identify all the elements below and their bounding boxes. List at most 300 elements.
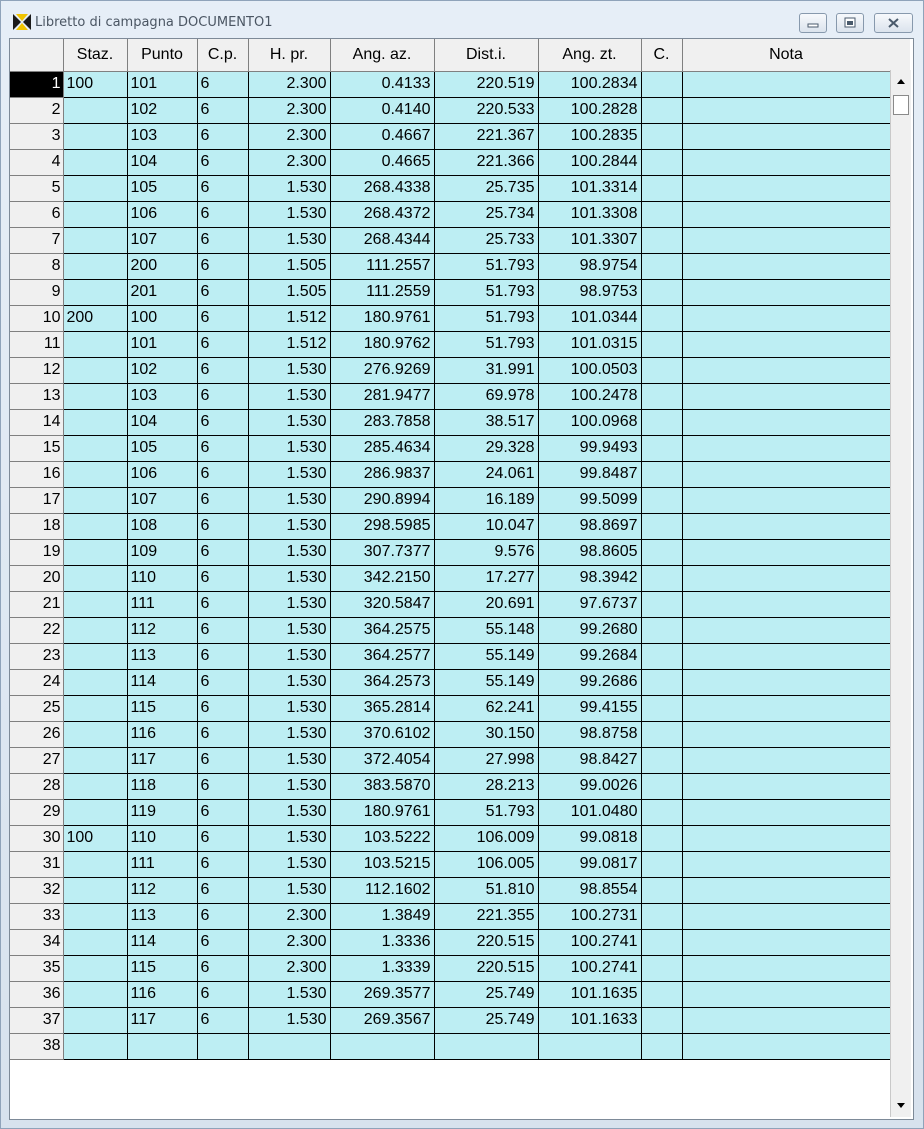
- table-row[interactable]: [10, 513, 890, 539]
- cell-ang-zt[interactable]: 101.0315: [538, 331, 641, 357]
- row-header[interactable]: 9: [10, 279, 63, 305]
- cell-cp[interactable]: 6: [197, 981, 248, 1007]
- table-row[interactable]: [10, 929, 890, 955]
- table-row[interactable]: [10, 877, 890, 903]
- row-header[interactable]: 31: [10, 851, 63, 877]
- cell-dist[interactable]: 220.533: [434, 97, 538, 123]
- cell-ang-zt[interactable]: 100.2731: [538, 903, 641, 929]
- table-row[interactable]: [10, 409, 890, 435]
- cell-nota[interactable]: [682, 253, 890, 279]
- cell-cp[interactable]: 6: [197, 617, 248, 643]
- cell-staz[interactable]: [63, 929, 127, 955]
- row-header[interactable]: 1: [10, 71, 63, 97]
- cell-ang-az[interactable]: 112.1602: [330, 877, 434, 903]
- cell-punto[interactable]: 200: [127, 253, 197, 279]
- cell-punto[interactable]: 113: [127, 903, 197, 929]
- table-row[interactable]: [10, 149, 890, 175]
- cell-h-pr[interactable]: 1.530: [248, 877, 330, 903]
- cell-dist[interactable]: 55.148: [434, 617, 538, 643]
- cell-cp[interactable]: 6: [197, 929, 248, 955]
- cell-c[interactable]: [641, 71, 682, 97]
- cell-c[interactable]: [641, 643, 682, 669]
- cell-ang-az[interactable]: 364.2577: [330, 643, 434, 669]
- cell-ang-zt[interactable]: 98.8554: [538, 877, 641, 903]
- cell-h-pr[interactable]: 1.530: [248, 773, 330, 799]
- cell-ang-az[interactable]: 364.2575: [330, 617, 434, 643]
- cell-c[interactable]: [641, 279, 682, 305]
- cell-h-pr[interactable]: [248, 1033, 330, 1059]
- cell-nota[interactable]: [682, 461, 890, 487]
- cell-c[interactable]: [641, 305, 682, 331]
- cell-cp[interactable]: 6: [197, 175, 248, 201]
- cell-dist[interactable]: 27.998: [434, 747, 538, 773]
- cell-c[interactable]: [641, 253, 682, 279]
- cell-cp[interactable]: 6: [197, 695, 248, 721]
- table-row[interactable]: [10, 903, 890, 929]
- row-header[interactable]: 16: [10, 461, 63, 487]
- cell-cp[interactable]: 6: [197, 513, 248, 539]
- column-header-staz[interactable]: Staz.: [63, 39, 127, 71]
- cell-cp[interactable]: 6: [197, 773, 248, 799]
- cell-nota[interactable]: [682, 227, 890, 253]
- cell-c[interactable]: [641, 721, 682, 747]
- cell-dist[interactable]: 25.733: [434, 227, 538, 253]
- table-row[interactable]: [10, 97, 890, 123]
- table-row[interactable]: [10, 357, 890, 383]
- cell-punto[interactable]: 106: [127, 201, 197, 227]
- cell-cp[interactable]: 6: [197, 201, 248, 227]
- cell-punto[interactable]: 116: [127, 721, 197, 747]
- cell-dist[interactable]: 25.749: [434, 981, 538, 1007]
- table-row[interactable]: [10, 825, 890, 851]
- cell-nota[interactable]: [682, 513, 890, 539]
- cell-staz[interactable]: [63, 617, 127, 643]
- row-header[interactable]: 26: [10, 721, 63, 747]
- cell-punto[interactable]: 105: [127, 435, 197, 461]
- cell-ang-az[interactable]: 269.3567: [330, 1007, 434, 1033]
- row-header[interactable]: 3: [10, 123, 63, 149]
- row-header[interactable]: 30: [10, 825, 63, 851]
- cell-nota[interactable]: [682, 851, 890, 877]
- cell-staz[interactable]: [63, 981, 127, 1007]
- row-header[interactable]: 19: [10, 539, 63, 565]
- cell-c[interactable]: [641, 669, 682, 695]
- cell-c[interactable]: [641, 929, 682, 955]
- cell-punto[interactable]: 101: [127, 331, 197, 357]
- cell-nota[interactable]: [682, 97, 890, 123]
- cell-c[interactable]: [641, 799, 682, 825]
- cell-staz[interactable]: [63, 123, 127, 149]
- cell-c[interactable]: [641, 747, 682, 773]
- row-header[interactable]: 20: [10, 565, 63, 591]
- cell-c[interactable]: [641, 227, 682, 253]
- cell-nota[interactable]: [682, 929, 890, 955]
- cell-nota[interactable]: [682, 123, 890, 149]
- cell-staz[interactable]: [63, 799, 127, 825]
- cell-punto[interactable]: 111: [127, 591, 197, 617]
- column-header-h-pr[interactable]: H. pr.: [248, 39, 330, 71]
- column-header-nota[interactable]: Nota: [682, 39, 890, 71]
- cell-staz[interactable]: [63, 253, 127, 279]
- row-header[interactable]: 7: [10, 227, 63, 253]
- cell-ang-zt[interactable]: 99.8487: [538, 461, 641, 487]
- cell-punto[interactable]: 116: [127, 981, 197, 1007]
- maximize-button[interactable]: [836, 13, 864, 33]
- cell-punto[interactable]: 117: [127, 747, 197, 773]
- cell-punto[interactable]: 105: [127, 175, 197, 201]
- cell-ang-zt[interactable]: 101.0344: [538, 305, 641, 331]
- row-header[interactable]: 32: [10, 877, 63, 903]
- cell-punto[interactable]: 118: [127, 773, 197, 799]
- cell-dist[interactable]: 25.735: [434, 175, 538, 201]
- vertical-scrollbar[interactable]: [890, 70, 911, 1117]
- cell-punto[interactable]: 104: [127, 409, 197, 435]
- cell-staz[interactable]: [63, 721, 127, 747]
- cell-nota[interactable]: [682, 799, 890, 825]
- cell-ang-zt[interactable]: 98.8758: [538, 721, 641, 747]
- table-row[interactable]: [10, 123, 890, 149]
- table-row[interactable]: [10, 383, 890, 409]
- table-row[interactable]: [10, 253, 890, 279]
- cell-cp[interactable]: 6: [197, 331, 248, 357]
- row-header[interactable]: 12: [10, 357, 63, 383]
- cell-h-pr[interactable]: 1.530: [248, 175, 330, 201]
- cell-h-pr[interactable]: 1.530: [248, 747, 330, 773]
- cell-punto[interactable]: 113: [127, 643, 197, 669]
- cell-cp[interactable]: 6: [197, 877, 248, 903]
- cell-c[interactable]: [641, 903, 682, 929]
- table-row[interactable]: [10, 175, 890, 201]
- cell-nota[interactable]: [682, 695, 890, 721]
- cell-h-pr[interactable]: 1.505: [248, 253, 330, 279]
- cell-punto[interactable]: [127, 1033, 197, 1059]
- cell-ang-zt[interactable]: 100.2741: [538, 955, 641, 981]
- cell-cp[interactable]: 6: [197, 851, 248, 877]
- cell-ang-zt[interactable]: 100.2844: [538, 149, 641, 175]
- cell-ang-zt[interactable]: 99.5099: [538, 487, 641, 513]
- cell-cp[interactable]: 6: [197, 669, 248, 695]
- cell-c[interactable]: [641, 773, 682, 799]
- cell-ang-az[interactable]: 103.5222: [330, 825, 434, 851]
- cell-ang-zt[interactable]: 100.2835: [538, 123, 641, 149]
- cell-punto[interactable]: 102: [127, 357, 197, 383]
- table-row[interactable]: [10, 981, 890, 1007]
- cell-cp[interactable]: 6: [197, 747, 248, 773]
- table-row[interactable]: [10, 695, 890, 721]
- cell-staz[interactable]: [63, 435, 127, 461]
- cell-punto[interactable]: 112: [127, 617, 197, 643]
- cell-ang-zt[interactable]: 100.0503: [538, 357, 641, 383]
- cell-c[interactable]: [641, 565, 682, 591]
- cell-ang-az[interactable]: 364.2573: [330, 669, 434, 695]
- cell-h-pr[interactable]: 1.530: [248, 487, 330, 513]
- cell-nota[interactable]: [682, 1007, 890, 1033]
- cell-h-pr[interactable]: 2.300: [248, 71, 330, 97]
- cell-ang-az[interactable]: 268.4338: [330, 175, 434, 201]
- cell-punto[interactable]: 115: [127, 695, 197, 721]
- cell-punto[interactable]: 201: [127, 279, 197, 305]
- cell-ang-zt[interactable]: 99.2680: [538, 617, 641, 643]
- table-row[interactable]: [10, 955, 890, 981]
- cell-cp[interactable]: 6: [197, 97, 248, 123]
- cell-h-pr[interactable]: 1.530: [248, 799, 330, 825]
- cell-c[interactable]: [641, 955, 682, 981]
- cell-ang-az[interactable]: 269.3577: [330, 981, 434, 1007]
- cell-staz[interactable]: 100: [63, 71, 127, 97]
- cell-cp[interactable]: 6: [197, 383, 248, 409]
- cell-punto[interactable]: 119: [127, 799, 197, 825]
- cell-nota[interactable]: [682, 617, 890, 643]
- column-header-ang-zt[interactable]: Ang. zt.: [538, 39, 641, 71]
- cell-c[interactable]: [641, 383, 682, 409]
- cell-ang-zt[interactable]: 98.9753: [538, 279, 641, 305]
- cell-nota[interactable]: [682, 175, 890, 201]
- cell-ang-az[interactable]: 180.9762: [330, 331, 434, 357]
- row-header[interactable]: 2: [10, 97, 63, 123]
- minimize-button[interactable]: [799, 13, 827, 33]
- corner-cell[interactable]: [10, 39, 63, 71]
- column-header-punto[interactable]: Punto: [127, 39, 197, 71]
- cell-punto[interactable]: 106: [127, 461, 197, 487]
- cell-dist[interactable]: 24.061: [434, 461, 538, 487]
- cell-ang-az[interactable]: 372.4054: [330, 747, 434, 773]
- row-header[interactable]: 27: [10, 747, 63, 773]
- cell-nota[interactable]: [682, 305, 890, 331]
- table-row[interactable]: [10, 747, 890, 773]
- cell-cp[interactable]: 6: [197, 1007, 248, 1033]
- cell-staz[interactable]: [63, 97, 127, 123]
- row-header[interactable]: 24: [10, 669, 63, 695]
- cell-staz[interactable]: 200: [63, 305, 127, 331]
- cell-dist[interactable]: 16.189: [434, 487, 538, 513]
- cell-dist[interactable]: 106.005: [434, 851, 538, 877]
- title-bar[interactable]: [1, 1, 923, 35]
- row-header[interactable]: 5: [10, 175, 63, 201]
- row-header[interactable]: 18: [10, 513, 63, 539]
- cell-ang-az[interactable]: 1.3336: [330, 929, 434, 955]
- cell-staz[interactable]: [63, 877, 127, 903]
- cell-ang-az[interactable]: 1.3849: [330, 903, 434, 929]
- cell-ang-zt[interactable]: 98.8697: [538, 513, 641, 539]
- cell-nota[interactable]: [682, 331, 890, 357]
- cell-ang-az[interactable]: 0.4667: [330, 123, 434, 149]
- cell-punto[interactable]: 104: [127, 149, 197, 175]
- cell-dist[interactable]: 221.366: [434, 149, 538, 175]
- cell-punto[interactable]: 101: [127, 71, 197, 97]
- cell-ang-az[interactable]: 290.8994: [330, 487, 434, 513]
- cell-h-pr[interactable]: 1.530: [248, 825, 330, 851]
- cell-cp[interactable]: 6: [197, 357, 248, 383]
- cell-h-pr[interactable]: 1.512: [248, 331, 330, 357]
- cell-ang-az[interactable]: 342.2150: [330, 565, 434, 591]
- cell-staz[interactable]: [63, 227, 127, 253]
- cell-h-pr[interactable]: 1.530: [248, 695, 330, 721]
- cell-ang-zt[interactable]: 98.9754: [538, 253, 641, 279]
- table-row[interactable]: [10, 71, 890, 97]
- cell-c[interactable]: [641, 435, 682, 461]
- cell-punto[interactable]: 102: [127, 97, 197, 123]
- row-header[interactable]: 8: [10, 253, 63, 279]
- cell-punto[interactable]: 103: [127, 123, 197, 149]
- cell-cp[interactable]: 6: [197, 279, 248, 305]
- table-row[interactable]: [10, 617, 890, 643]
- cell-ang-az[interactable]: 180.9761: [330, 305, 434, 331]
- cell-nota[interactable]: [682, 71, 890, 97]
- cell-staz[interactable]: [63, 903, 127, 929]
- cell-ang-az[interactable]: 0.4133: [330, 71, 434, 97]
- cell-punto[interactable]: 107: [127, 227, 197, 253]
- cell-ang-zt[interactable]: 97.6737: [538, 591, 641, 617]
- cell-nota[interactable]: [682, 539, 890, 565]
- cell-ang-zt[interactable]: 99.2684: [538, 643, 641, 669]
- table-row[interactable]: [10, 565, 890, 591]
- cell-staz[interactable]: [63, 1033, 127, 1059]
- table-row[interactable]: [10, 305, 890, 331]
- column-header-cp[interactable]: C.p.: [197, 39, 248, 71]
- cell-punto[interactable]: 111: [127, 851, 197, 877]
- cell-punto[interactable]: 114: [127, 669, 197, 695]
- cell-dist[interactable]: 220.515: [434, 929, 538, 955]
- cell-h-pr[interactable]: 1.530: [248, 461, 330, 487]
- table-row[interactable]: [10, 461, 890, 487]
- cell-c[interactable]: [641, 357, 682, 383]
- cell-punto[interactable]: 110: [127, 825, 197, 851]
- cell-dist[interactable]: 30.150: [434, 721, 538, 747]
- cell-staz[interactable]: [63, 851, 127, 877]
- cell-h-pr[interactable]: 1.530: [248, 539, 330, 565]
- cell-ang-az[interactable]: 111.2557: [330, 253, 434, 279]
- cell-ang-zt[interactable]: 101.1635: [538, 981, 641, 1007]
- cell-nota[interactable]: [682, 149, 890, 175]
- cell-nota[interactable]: [682, 201, 890, 227]
- cell-nota[interactable]: [682, 383, 890, 409]
- cell-c[interactable]: [641, 149, 682, 175]
- cell-ang-zt[interactable]: 98.8427: [538, 747, 641, 773]
- cell-punto[interactable]: 112: [127, 877, 197, 903]
- cell-punto[interactable]: 115: [127, 955, 197, 981]
- cell-staz[interactable]: [63, 669, 127, 695]
- cell-staz[interactable]: [63, 279, 127, 305]
- cell-nota[interactable]: [682, 643, 890, 669]
- cell-ang-zt[interactable]: 99.0817: [538, 851, 641, 877]
- table-row[interactable]: [10, 669, 890, 695]
- cell-c[interactable]: [641, 409, 682, 435]
- cell-ang-az[interactable]: 365.2814: [330, 695, 434, 721]
- column-header-c[interactable]: C.: [641, 39, 682, 71]
- cell-dist[interactable]: 20.691: [434, 591, 538, 617]
- cell-cp[interactable]: 6: [197, 721, 248, 747]
- table-row[interactable]: [10, 487, 890, 513]
- cell-nota[interactable]: [682, 877, 890, 903]
- cell-nota[interactable]: [682, 903, 890, 929]
- table-row[interactable]: [10, 435, 890, 461]
- row-header[interactable]: 34: [10, 929, 63, 955]
- table-row[interactable]: [10, 331, 890, 357]
- cell-c[interactable]: [641, 851, 682, 877]
- cell-ang-zt[interactable]: [538, 1033, 641, 1059]
- cell-c[interactable]: [641, 1007, 682, 1033]
- cell-h-pr[interactable]: 1.530: [248, 591, 330, 617]
- cell-ang-zt[interactable]: 99.2686: [538, 669, 641, 695]
- table-row[interactable]: [10, 201, 890, 227]
- cell-staz[interactable]: [63, 643, 127, 669]
- cell-ang-zt[interactable]: 101.3307: [538, 227, 641, 253]
- cell-c[interactable]: [641, 201, 682, 227]
- cell-ang-az[interactable]: 111.2559: [330, 279, 434, 305]
- cell-cp[interactable]: 6: [197, 643, 248, 669]
- table-row[interactable]: [10, 1033, 890, 1059]
- cell-ang-az[interactable]: 268.4344: [330, 227, 434, 253]
- cell-h-pr[interactable]: 1.530: [248, 669, 330, 695]
- cell-cp[interactable]: 6: [197, 955, 248, 981]
- cell-cp[interactable]: 6: [197, 565, 248, 591]
- cell-ang-zt[interactable]: 100.2834: [538, 71, 641, 97]
- table-row[interactable]: [10, 851, 890, 877]
- cell-ang-az[interactable]: 283.7858: [330, 409, 434, 435]
- cell-punto[interactable]: 107: [127, 487, 197, 513]
- cell-nota[interactable]: [682, 981, 890, 1007]
- cell-c[interactable]: [641, 539, 682, 565]
- cell-h-pr[interactable]: 1.530: [248, 1007, 330, 1033]
- cell-nota[interactable]: [682, 409, 890, 435]
- row-header[interactable]: 13: [10, 383, 63, 409]
- cell-ang-zt[interactable]: 99.9493: [538, 435, 641, 461]
- cell-ang-az[interactable]: 103.5215: [330, 851, 434, 877]
- cell-cp[interactable]: 6: [197, 799, 248, 825]
- row-header[interactable]: 17: [10, 487, 63, 513]
- cell-cp[interactable]: 6: [197, 435, 248, 461]
- cell-dist[interactable]: 31.991: [434, 357, 538, 383]
- cell-h-pr[interactable]: 2.300: [248, 149, 330, 175]
- cell-staz[interactable]: 100: [63, 825, 127, 851]
- cell-h-pr[interactable]: 1.530: [248, 617, 330, 643]
- cell-staz[interactable]: [63, 331, 127, 357]
- cell-punto[interactable]: 114: [127, 929, 197, 955]
- cell-nota[interactable]: [682, 279, 890, 305]
- cell-staz[interactable]: [63, 955, 127, 981]
- table-row[interactable]: [10, 773, 890, 799]
- cell-c[interactable]: [641, 825, 682, 851]
- cell-cp[interactable]: 6: [197, 253, 248, 279]
- cell-ang-az[interactable]: 276.9269: [330, 357, 434, 383]
- cell-c[interactable]: [641, 617, 682, 643]
- cell-ang-az[interactable]: 281.9477: [330, 383, 434, 409]
- cell-c[interactable]: [641, 1033, 682, 1059]
- cell-nota[interactable]: [682, 435, 890, 461]
- cell-h-pr[interactable]: 1.530: [248, 643, 330, 669]
- cell-nota[interactable]: [682, 747, 890, 773]
- cell-staz[interactable]: [63, 487, 127, 513]
- cell-dist[interactable]: 220.519: [434, 71, 538, 97]
- cell-staz[interactable]: [63, 175, 127, 201]
- cell-ang-az[interactable]: 307.7377: [330, 539, 434, 565]
- cell-dist[interactable]: [434, 1033, 538, 1059]
- cell-h-pr[interactable]: 1.530: [248, 201, 330, 227]
- table-row[interactable]: [10, 799, 890, 825]
- row-header[interactable]: 25: [10, 695, 63, 721]
- cell-cp[interactable]: 6: [197, 409, 248, 435]
- cell-dist[interactable]: 38.517: [434, 409, 538, 435]
- cell-dist[interactable]: 51.793: [434, 799, 538, 825]
- cell-c[interactable]: [641, 487, 682, 513]
- cell-dist[interactable]: 106.009: [434, 825, 538, 851]
- cell-dist[interactable]: 51.793: [434, 331, 538, 357]
- row-header[interactable]: 36: [10, 981, 63, 1007]
- cell-staz[interactable]: [63, 591, 127, 617]
- row-header[interactable]: 6: [10, 201, 63, 227]
- cell-c[interactable]: [641, 331, 682, 357]
- cell-staz[interactable]: [63, 409, 127, 435]
